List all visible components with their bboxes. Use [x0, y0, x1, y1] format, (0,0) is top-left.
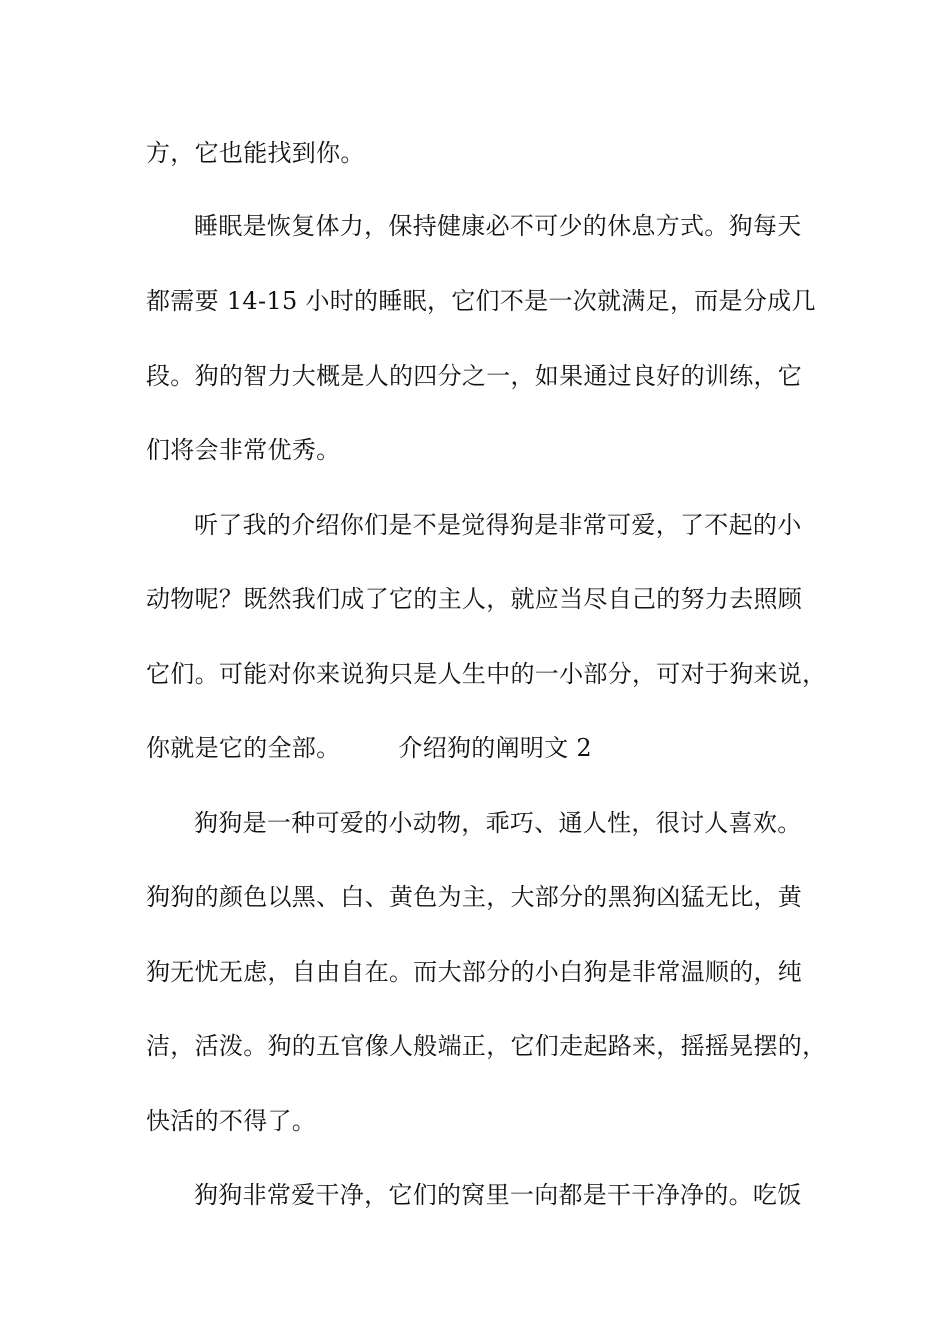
text-line-with-heading — [146, 733, 592, 763]
text-line: 快活的不得了。 — [146, 1107, 317, 1135]
paragraph-first-line: 听了我的介绍你们是不是觉得狗是非常可爱，了不起的小 — [194, 511, 802, 539]
text-line: 方，它也能找到你。 — [146, 139, 365, 167]
paragraph-first-line: 狗狗是一种可爱的小动物，乖巧、通人性，很讨人喜欢。 — [194, 809, 802, 837]
text-line: 狗狗的颜色以黑、白、黄色为主，大部分的黑狗凶猛无比，黄 — [146, 883, 803, 911]
text-line: 狗无忧无虑，自由自在。而大部分的小白狗是非常温顺的，纯 — [146, 958, 803, 986]
text-line: 它们。可能对你来说狗只是人生中的一小部分，可对于狗来说， — [146, 660, 827, 688]
text-line: 都需要 14-15 小时的睡眠，它们不是一次就满足，而是分成几 — [146, 287, 816, 315]
text-line: 你就是它的全部。 — [146, 734, 341, 762]
text-line: 动物呢？既然我们成了它的主人，就应当尽自己的努力去照顾 — [146, 585, 803, 613]
text-line: 段。狗的智力大概是人的四分之一，如果通过良好的训练，它 — [146, 362, 803, 390]
section-heading: 介绍狗的阐明文 2 — [398, 734, 593, 762]
paragraph-first-line: 狗狗非常爱干净，它们的窝里一向都是干干净净的。吃饭 — [194, 1181, 802, 1209]
text-line: 洁，活泼。狗的五官像人般端正，它们走起路来，摇摇晃摆的， — [146, 1032, 827, 1060]
text-line: 们将会非常优秀。 — [146, 436, 341, 464]
paragraph-first-line: 睡眠是恢复体力，保持健康必不可少的休息方式。狗每天 — [194, 212, 802, 240]
